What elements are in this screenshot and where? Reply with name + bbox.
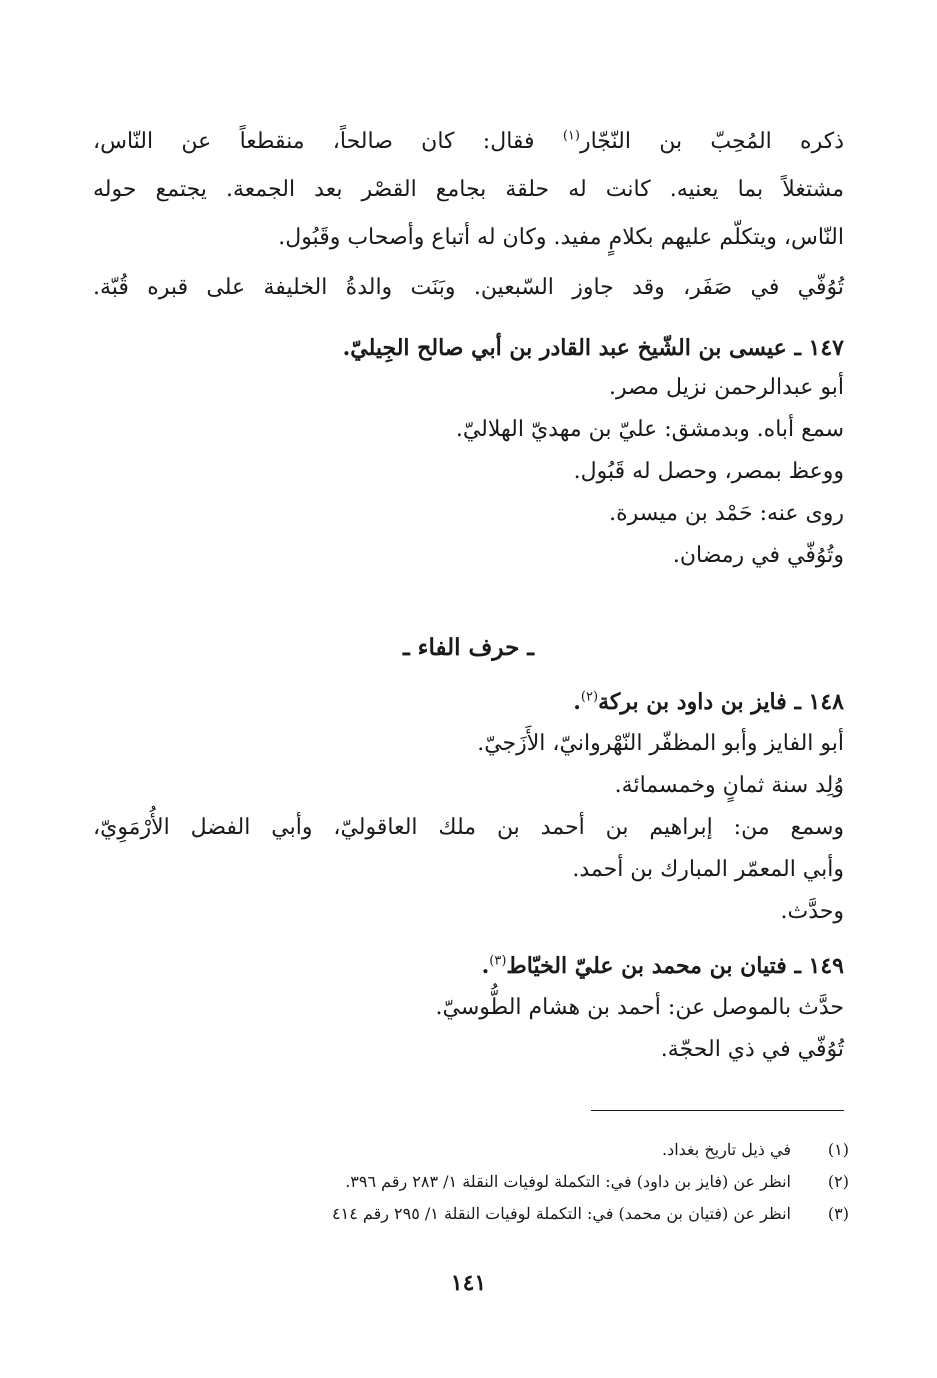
footnote-number: (١)	[827, 1140, 849, 1159]
entry-149-title-text: ١٤٩ ـ فتيان بن محمد بن عليّ الخيّاط	[506, 953, 844, 979]
body-paragraph-1-line-1	[93, 122, 844, 162]
page-number: ١٤١	[450, 1270, 487, 1296]
body-paragraph-1-line-3: النّاس، ويتكلّم عليهم بكلامٍ مفيد. وكان له أتباع وأصحاب وقَبُول.	[278, 225, 844, 250]
entry-147-line-1: أبو عبدالرحمن نزيل مصر.	[609, 375, 844, 400]
footnote-reference[interactable]: (٢)	[580, 689, 599, 705]
entry-148-line-1: أبو الفايز وأبو المظفّر النّهْروانيّ، الأَزَجيّ.	[477, 731, 844, 756]
footnote-3	[93, 1200, 849, 1228]
footnote-text: انظر عن (فايز بن داود) في: التكملة لوفيات النقلة ١/ ٢٨٣ رقم ٣٩٦.	[345, 1172, 791, 1191]
entry-149-line-1: حدَّث بالموصل عن: أحمد بن هشام الطُّوسيّ.	[435, 995, 844, 1020]
entry-149-title	[482, 946, 844, 986]
entry-147-title: ١٤٧ ـ عيسى بن الشّيخ عبد القادر بن أبي صالح الجِيليّ.	[342, 335, 844, 361]
section-heading: ـ حرف الفاء ـ	[402, 634, 535, 661]
entry-148-title	[573, 682, 844, 722]
entry-147-line-4: روى عنه: حَمْد بن ميسرة.	[609, 501, 844, 526]
entry-148-line-4: وأبي المعمّر المبارك بن أحمد.	[572, 857, 844, 882]
entry-147-line-3: ووعظ بمصر، وحصل له قَبُول.	[573, 459, 844, 484]
entry-148-line-5: وحدَّث.	[780, 899, 844, 924]
entry-148-title-end: .	[573, 689, 581, 715]
entry-147-line-2: سمع أباه. وبدمشق: عليّ بن مهديّ الهلاليّ.	[455, 417, 844, 442]
entry-149-line-2: تُوُفّي في ذي الحجّة.	[660, 1037, 844, 1062]
footnote-number: (٢)	[827, 1172, 849, 1191]
body-paragraph-2-line-1: تُوُفّي في صَفَر، وقد جاوز السّبعين. وبَنَت والدةُ الخليفة على قبره قُبّة.	[93, 275, 844, 300]
footnote-text: في ذيل تاريخ بغداد.	[662, 1140, 791, 1159]
footnote-separator	[591, 1110, 844, 1111]
footnote-2	[93, 1168, 849, 1196]
footnote-reference[interactable]: (٣)	[489, 953, 507, 969]
entry-147-line-5: وتُوُفّي في رمضان.	[672, 543, 844, 568]
entry-148-line-3: وسمع من: إبراهيم بن أحمد بن ملك العاقوليّ، وأبي الفضل الأُرْمَوِيّ،	[93, 815, 844, 840]
entry-148-line-2: وُلِد سنة ثمانٍ وخمسمائة.	[614, 773, 844, 798]
entry-149-title-end: .	[481, 953, 490, 979]
body-paragraph-1-line-2: مشتغلاً بما يعنيه. كانت له حلقة بجامع القصْر بعد الجمعة. يجتمع حوله	[93, 177, 844, 202]
footnote-text: انظر عن (فتيان بن محمد) في: التكملة لوفيات النقلة ١/ ٢٩٥ رقم ٤١٤	[332, 1204, 791, 1223]
footnote-1	[93, 1136, 849, 1164]
entry-148-title-text: ١٤٨ ـ فايز بن داود بن بركة	[598, 689, 844, 715]
footnote-reference[interactable]: (١)	[562, 128, 580, 144]
text-segment: فقال: كان صالحاً، منقطعاً عن النّاس،	[93, 129, 563, 154]
text-segment: ذكره المُحِبّ بن النّجّار	[579, 129, 844, 154]
footnote-number: (٣)	[827, 1204, 849, 1223]
